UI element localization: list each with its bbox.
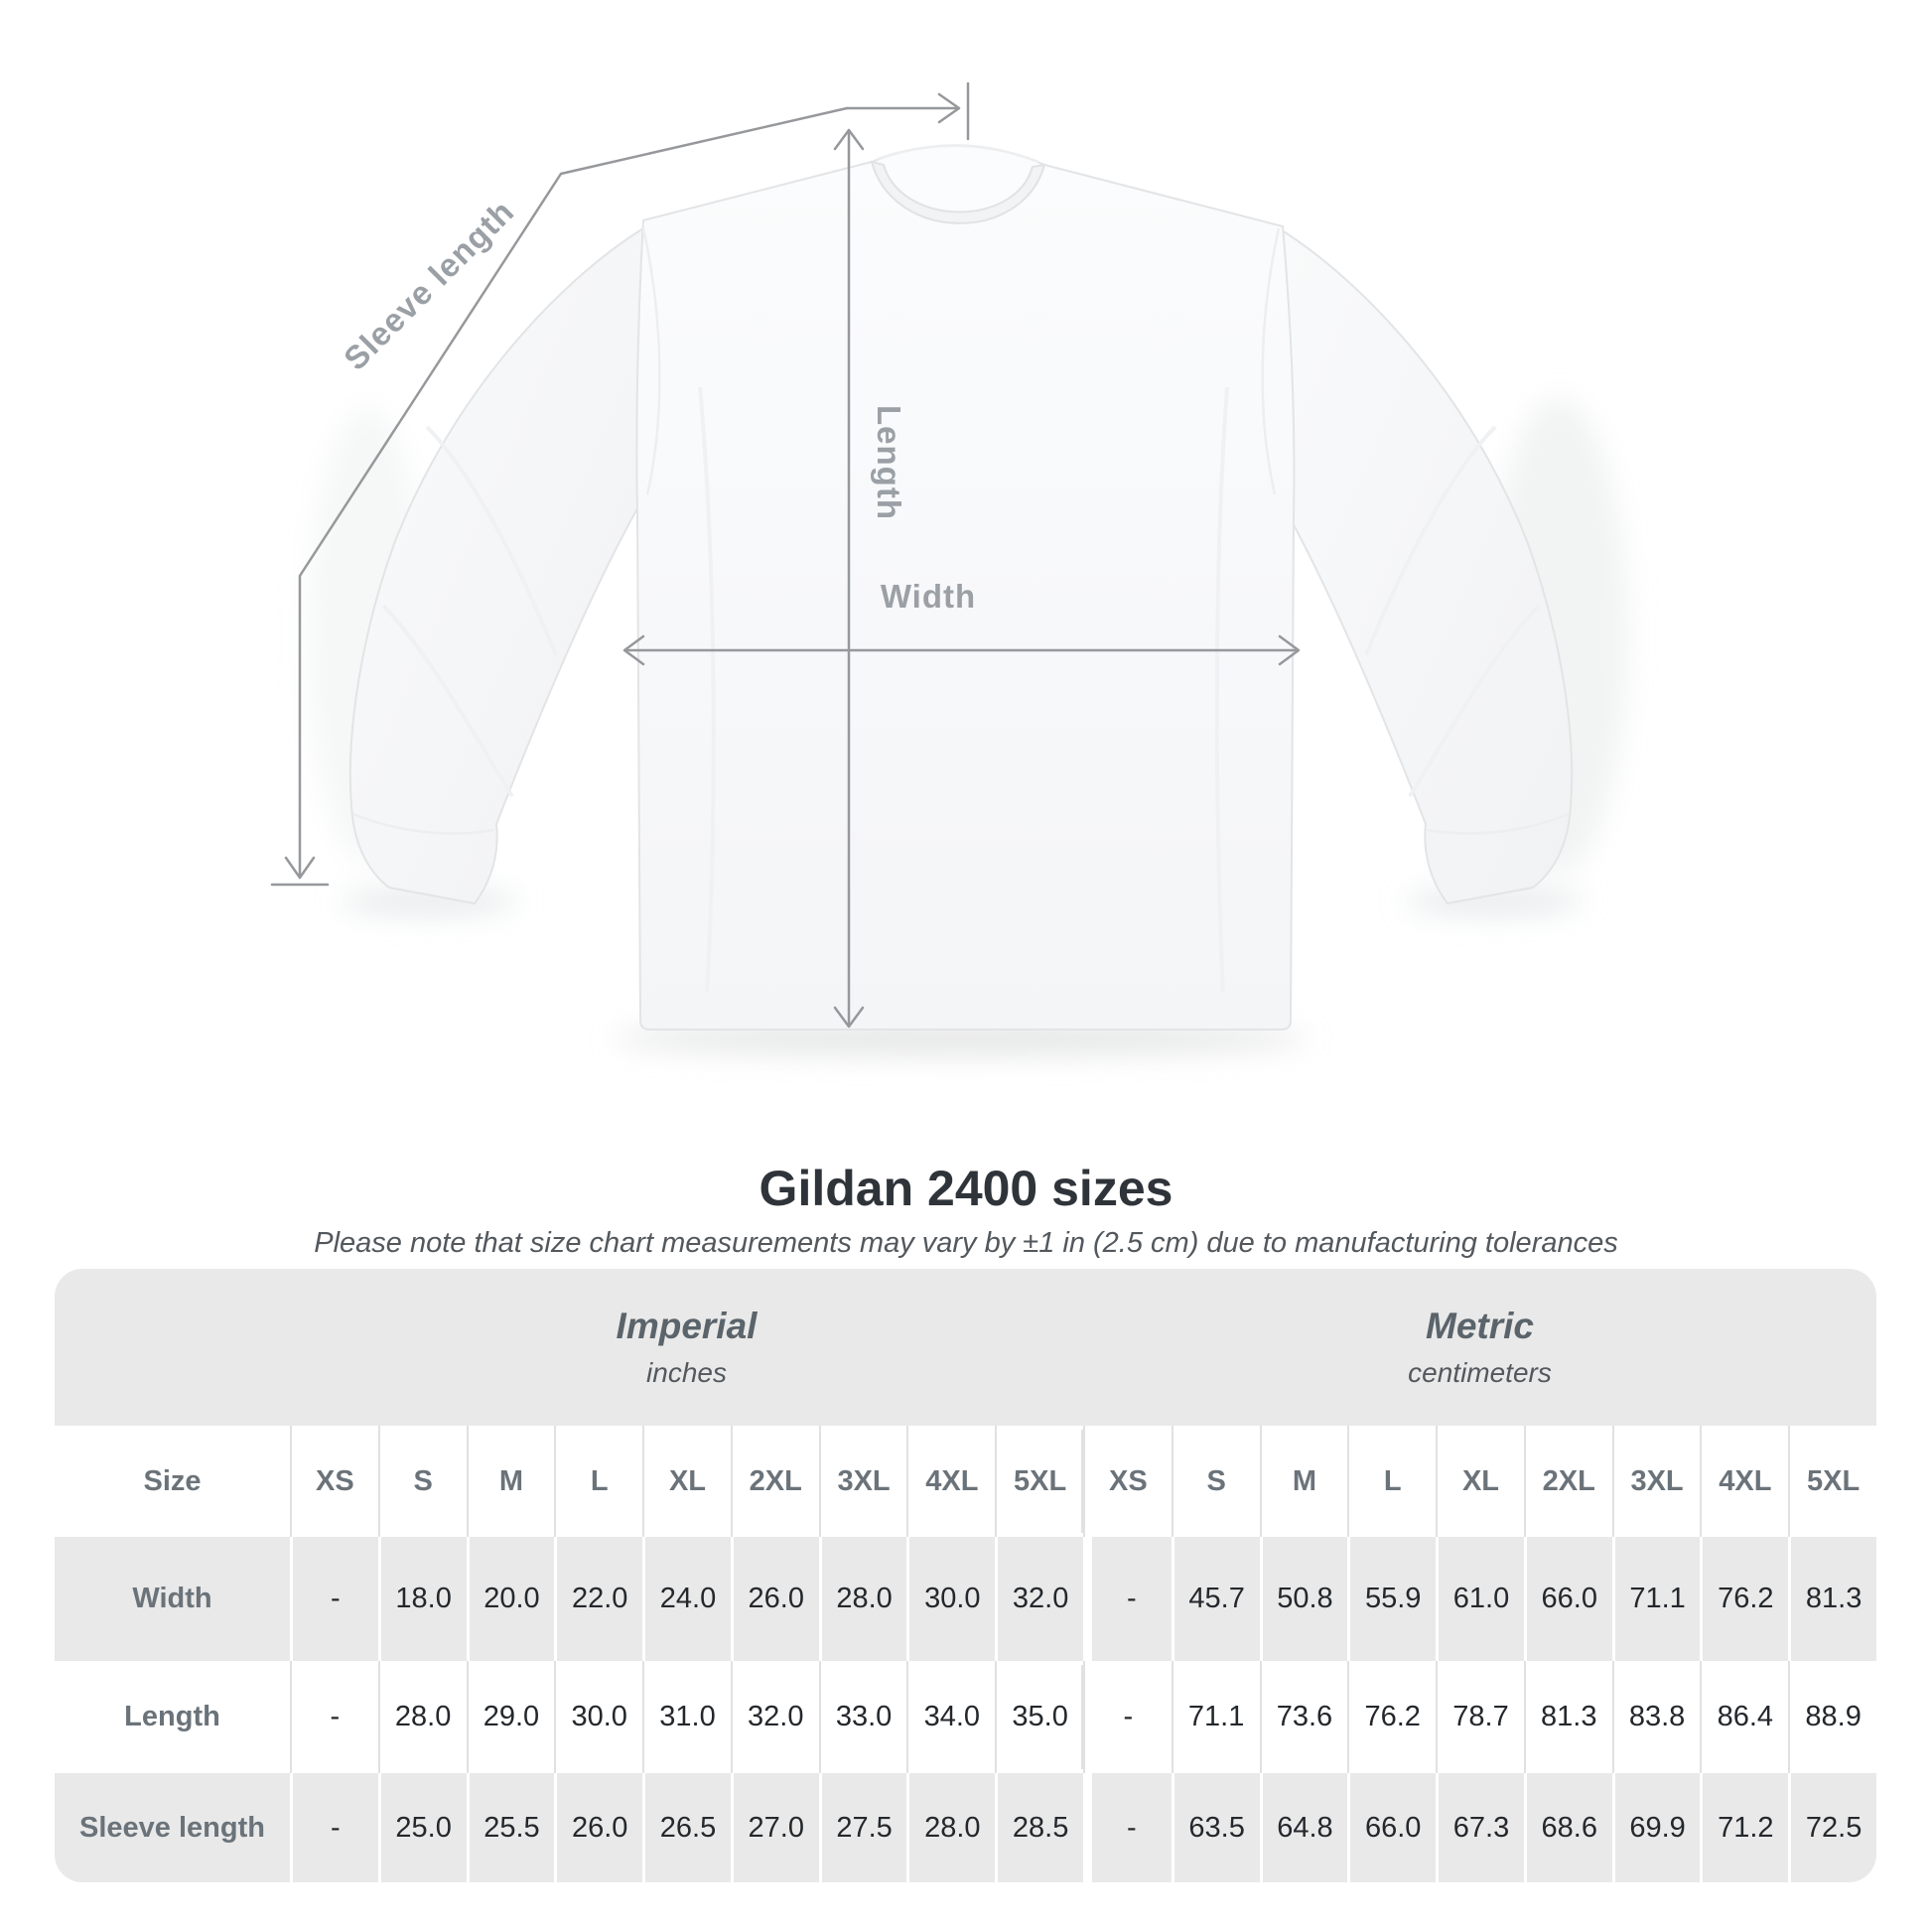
- metric-size-header: 2XL: [1524, 1426, 1612, 1537]
- imperial-value-cell: 30.0: [554, 1661, 642, 1773]
- metric-size-header: M: [1260, 1426, 1348, 1537]
- metric-value-cell: 71.1: [1172, 1661, 1260, 1773]
- imperial-group-unit: inches: [646, 1357, 727, 1388]
- width-label: Width: [880, 578, 977, 615]
- imperial-value-cell: 33.0: [819, 1661, 907, 1773]
- imperial-size-header: M: [467, 1426, 555, 1537]
- imperial-value-cell: 34.0: [906, 1661, 995, 1773]
- metric-value-cell: 72.5: [1788, 1773, 1876, 1882]
- sleeve-length-label: Sleeve length: [336, 192, 521, 377]
- metric-value-cell: 88.9: [1788, 1661, 1876, 1773]
- metric-value-cell: 67.3: [1436, 1773, 1524, 1882]
- imperial-value-cell: 25.5: [467, 1773, 555, 1882]
- metric-value-cell: 81.3: [1524, 1661, 1612, 1773]
- imperial-size-header: XS: [290, 1426, 378, 1537]
- imperial-value-cell: 20.0: [467, 1537, 555, 1661]
- metric-value-cell: 55.9: [1347, 1537, 1436, 1661]
- metric-group-title: Metric: [1426, 1306, 1534, 1346]
- length-label: Length: [871, 405, 907, 520]
- imperial-value-cell: -: [290, 1773, 378, 1882]
- metric-size-header: 5XL: [1788, 1426, 1876, 1537]
- metric-value-cell: 63.5: [1172, 1773, 1260, 1882]
- imperial-value-cell: 28.0: [906, 1773, 995, 1882]
- imperial-size-header: S: [378, 1426, 467, 1537]
- metric-value-cell: 73.6: [1260, 1661, 1348, 1773]
- imperial-value-cell: 35.0: [995, 1661, 1083, 1773]
- metric-value-cell: 50.8: [1260, 1537, 1348, 1661]
- metric-value-cell: 64.8: [1260, 1773, 1348, 1882]
- imperial-value-cell: 26.5: [642, 1773, 731, 1882]
- size-table: [55, 1269, 1876, 1882]
- metric-value-cell: 66.0: [1347, 1773, 1436, 1882]
- size-header-row: [55, 1426, 1876, 1537]
- imperial-value-cell: 32.0: [731, 1661, 819, 1773]
- measurement-row: [55, 1537, 1876, 1661]
- imperial-value-cell: 24.0: [642, 1537, 731, 1661]
- metric-value-cell: 45.7: [1172, 1537, 1260, 1661]
- size-corner-header: Size: [143, 1464, 202, 1497]
- metric-size-header: XL: [1436, 1426, 1524, 1537]
- metric-value-cell: 83.8: [1612, 1661, 1701, 1773]
- metric-size-header: XS: [1083, 1426, 1172, 1537]
- imperial-value-cell: 25.0: [378, 1773, 467, 1882]
- imperial-group-header: [290, 1269, 1083, 1426]
- imperial-value-cell: 26.0: [731, 1537, 819, 1661]
- metric-group-header: [1083, 1269, 1876, 1426]
- imperial-size-header: 4XL: [906, 1426, 995, 1537]
- metric-value-cell: 68.6: [1524, 1773, 1612, 1882]
- metric-value-cell: -: [1083, 1661, 1172, 1773]
- metric-value-cell: 71.2: [1700, 1773, 1788, 1882]
- imperial-value-cell: 22.0: [554, 1537, 642, 1661]
- imperial-size-header: 5XL: [995, 1426, 1083, 1537]
- metric-value-cell: -: [1083, 1537, 1172, 1661]
- imperial-value-cell: 27.0: [731, 1773, 819, 1882]
- metric-value-cell: 76.2: [1700, 1537, 1788, 1661]
- metric-value-cell: 76.2: [1347, 1661, 1436, 1773]
- imperial-value-cell: 28.0: [378, 1661, 467, 1773]
- imperial-value-cell: 28.0: [819, 1537, 907, 1661]
- imperial-value-cell: 27.5: [819, 1773, 907, 1882]
- imperial-value-cell: 26.0: [554, 1773, 642, 1882]
- row-label: Sleeve length: [79, 1811, 265, 1844]
- metric-value-cell: 78.7: [1436, 1661, 1524, 1773]
- size-table-rows: [55, 1426, 1876, 1882]
- imperial-value-cell: 28.5: [995, 1773, 1083, 1882]
- right-sleeve: [1279, 228, 1572, 903]
- row-label: Length: [124, 1701, 220, 1732]
- metric-value-cell: 66.0: [1524, 1537, 1612, 1661]
- metric-size-header: 3XL: [1612, 1426, 1701, 1537]
- tolerance-note: Please note that size chart measurements may vary by ±1 in (2.5 cm) due to manufacturing tolerances: [314, 1227, 1618, 1259]
- unit-group-band: [55, 1269, 1876, 1426]
- page-title: Gildan 2400 sizes: [759, 1161, 1173, 1216]
- imperial-size-header: L: [554, 1426, 642, 1537]
- metric-value-cell: 61.0: [1436, 1537, 1524, 1661]
- measurement-row: [55, 1773, 1876, 1882]
- imperial-size-header: 3XL: [819, 1426, 907, 1537]
- row-label: Width: [132, 1583, 212, 1614]
- imperial-value-cell: -: [290, 1537, 378, 1661]
- metric-value-cell: 86.4: [1700, 1661, 1788, 1773]
- metric-value-cell: 71.1: [1612, 1537, 1701, 1661]
- metric-group-unit: centimeters: [1408, 1357, 1552, 1388]
- imperial-value-cell: 30.0: [906, 1537, 995, 1661]
- imperial-value-cell: -: [290, 1661, 378, 1773]
- imperial-size-header: XL: [642, 1426, 731, 1537]
- metric-size-header: 4XL: [1700, 1426, 1788, 1537]
- metric-value-cell: 69.9: [1612, 1773, 1701, 1882]
- imperial-value-cell: 32.0: [995, 1537, 1083, 1661]
- imperial-value-cell: 31.0: [642, 1661, 731, 1773]
- metric-value-cell: 81.3: [1788, 1537, 1876, 1661]
- imperial-size-header: 2XL: [731, 1426, 819, 1537]
- imperial-value-cell: 29.0: [467, 1661, 555, 1773]
- measurement-row: [55, 1661, 1876, 1773]
- imperial-value-cell: 18.0: [378, 1537, 467, 1661]
- imperial-group-title: Imperial: [616, 1306, 758, 1346]
- metric-size-header: L: [1347, 1426, 1436, 1537]
- metric-size-header: S: [1172, 1426, 1260, 1537]
- metric-value-cell: -: [1083, 1773, 1172, 1882]
